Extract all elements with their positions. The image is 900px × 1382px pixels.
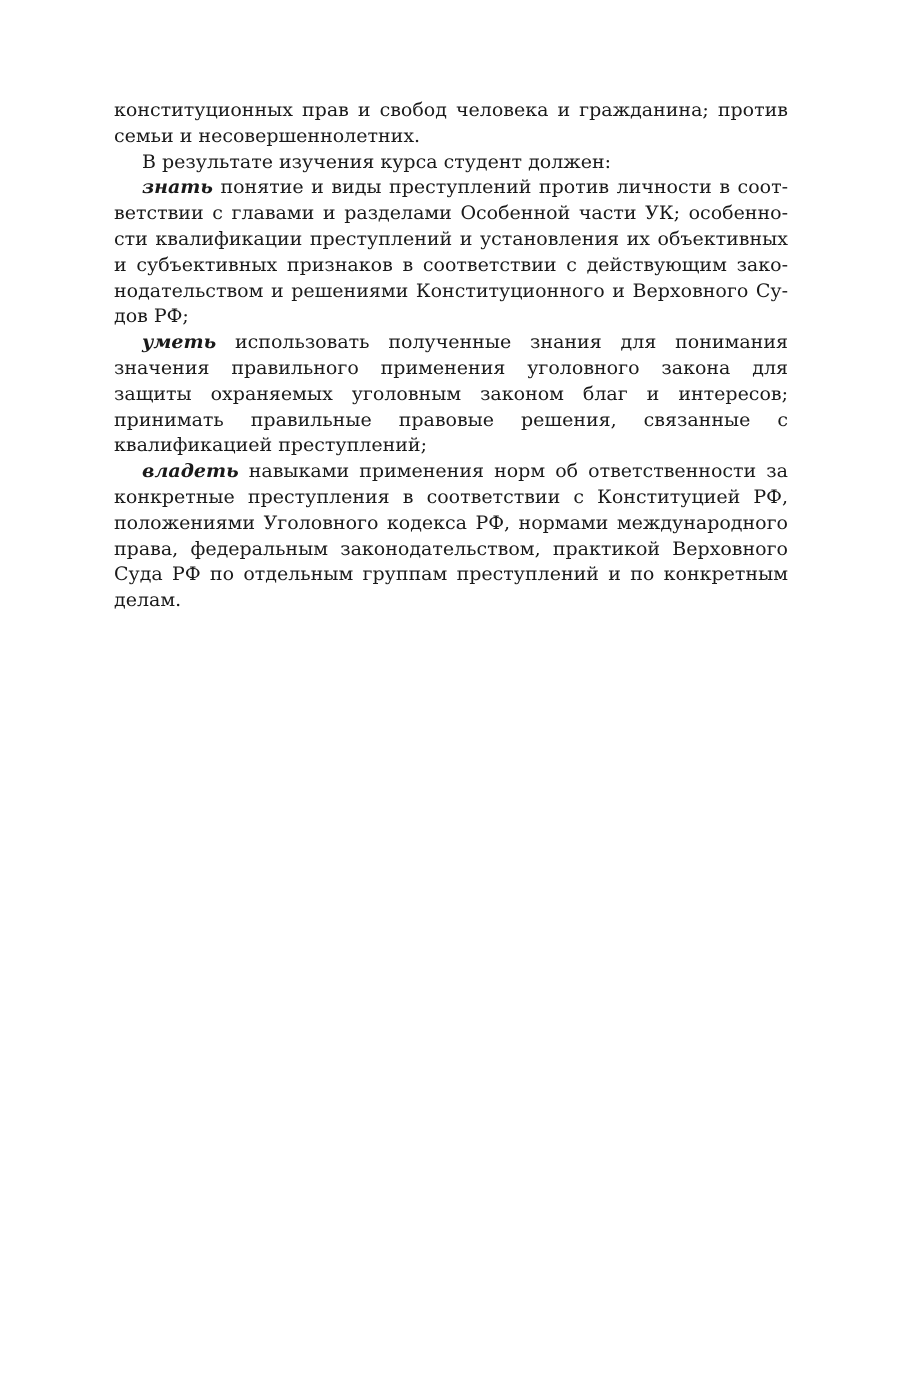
paragraph-master bbox=[114, 459, 788, 614]
paragraph-continuation: конституционных прав и свобод человека и гражданина; против семьи и несовершеннолетних. bbox=[114, 99, 788, 147]
term-can: уметь bbox=[142, 331, 217, 354]
paragraph-intro: В результате изучения курса студент должен: bbox=[142, 150, 612, 173]
paragraph-know bbox=[114, 175, 788, 330]
term-master: владеть bbox=[142, 460, 239, 483]
paragraph-can-text: использовать полученные знания для понимания значения правильного применения уголовного закона для защиты охраняемых уголовным законом благ и интересов; принимать правильные правовые решения, связанные с квалификацией преступлений; bbox=[114, 331, 788, 457]
paragraph-know-text: понятие и виды преступлений против личности в соответствии с главами и разделами Особенной части УК; особенности квалификации преступлений и установления их объективных и субъективных признаков в соответствии с действующим законодательством и решениями Конституционного и Верховного Судов РФ; bbox=[114, 176, 788, 328]
paragraph-master-text: навыками применения норм об ответственности за конкретные преступления в соответствии с Конституцией РФ, положениями Уголовного кодекса РФ, нормами международного права, федеральным законодательством, практикой Верховного Суда РФ по отдельным группам преступлений и по конкретным делам. bbox=[114, 460, 788, 612]
paragraph-can bbox=[114, 330, 788, 459]
term-know: знать bbox=[142, 176, 213, 199]
page-body bbox=[114, 98, 788, 614]
